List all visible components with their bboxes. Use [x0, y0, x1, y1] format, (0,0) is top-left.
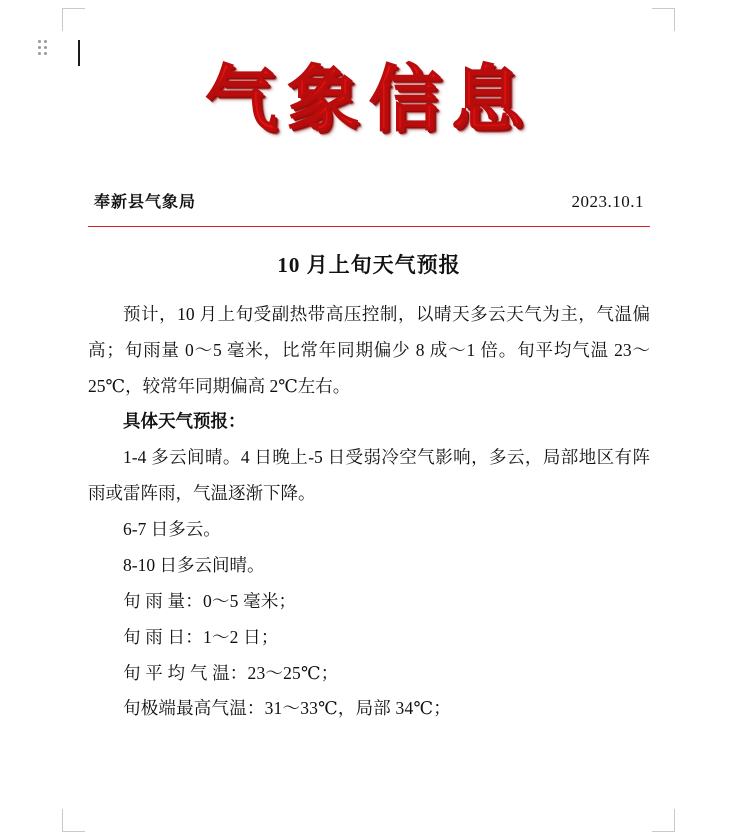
paragraph: 1-4 多云间晴。4 日晚上-5 日受弱冷空气影响，多云，局部地区有阵雨或雷阵雨，气温逐渐下降。	[88, 447, 650, 504]
stat-line: 旬 雨 量：0～5 毫米；	[123, 590, 297, 611]
page-corner-mark-bottom-left	[62, 809, 85, 832]
drag-handle-icon[interactable]	[38, 40, 50, 56]
paragraph: 预计，10 月上旬受副热带高压控制，以晴天多云天气为主，气温偏高；旬雨量 0～5 毫米，比常年同期偏少 8 成～1 倍。旬平均气温 23～25℃，较常年同期偏高 2℃左右。	[88, 303, 650, 396]
page-corner-mark-top-left	[62, 8, 85, 31]
article-body	[88, 297, 650, 728]
page-corner-mark-bottom-right	[652, 809, 675, 832]
issuer-row	[88, 189, 650, 212]
text-cursor-caret	[78, 40, 80, 66]
paragraph-heading: 具体天气预报：	[123, 411, 246, 432]
document-masthead-title: 气象信息	[204, 56, 533, 141]
issuer-name: 奉新县气象局	[94, 193, 197, 211]
red-divider-rule	[88, 226, 650, 227]
page-corner-mark-top-right	[652, 8, 675, 31]
article-title: 10 月上旬天气预报	[277, 252, 461, 277]
stat-line: 旬 雨 日：1～2 日；	[123, 626, 279, 647]
issue-date: 2023.10.1	[571, 191, 644, 211]
document-content	[88, 44, 650, 727]
paragraph: 8-10 日多云间晴。	[123, 554, 265, 575]
stat-line: 旬 平 均 气 温：23～25℃；	[123, 662, 339, 683]
paragraph: 6-7 日多云。	[123, 519, 221, 540]
stat-line: 旬极端最高气温：31～33℃，局部 34℃；	[123, 698, 451, 719]
